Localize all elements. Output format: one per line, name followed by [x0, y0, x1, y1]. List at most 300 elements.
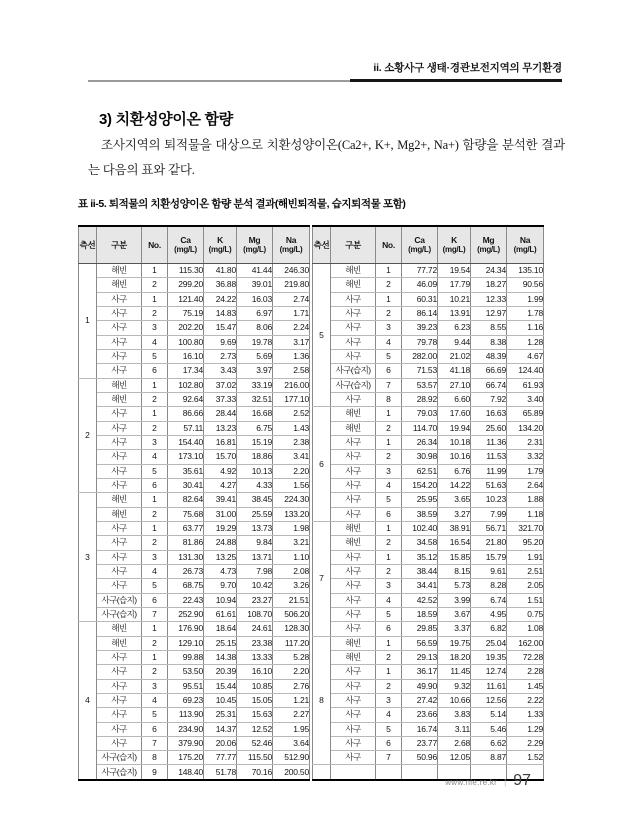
line-cell: 5: [313, 264, 331, 407]
value-cell: 14.22: [438, 478, 471, 492]
no-cell: 3: [376, 579, 402, 593]
table-row: [313, 321, 544, 335]
cation-table-1: [312, 225, 544, 781]
value-cell: 38.45: [237, 493, 273, 507]
value-cell: 66.69: [471, 364, 507, 378]
value-cell: 8.06: [237, 321, 273, 335]
value-cell: 41.80: [204, 264, 237, 278]
value-cell: 2.24: [273, 321, 310, 335]
value-cell: 2.68: [438, 736, 471, 750]
table-row: [79, 292, 310, 306]
table-row: [79, 679, 310, 693]
cation-table-0: [78, 225, 310, 781]
col-header-ca: [402, 226, 438, 264]
value-cell: 16.10: [168, 349, 204, 363]
gubun-cell: 사구: [331, 579, 376, 593]
table-row: [313, 550, 544, 564]
no-cell: 2: [142, 278, 168, 292]
value-cell: 16.68: [237, 407, 273, 421]
value-cell: 2.51: [507, 564, 544, 578]
value-cell: 24.88: [204, 536, 237, 550]
value-cell: 3.17: [273, 335, 310, 349]
value-cell: 1.10: [273, 550, 310, 564]
gubun-cell: 사구(습지): [97, 593, 142, 607]
value-cell: 9.84: [237, 536, 273, 550]
gubun-cell: 사구: [97, 693, 142, 707]
table-row: [79, 306, 310, 320]
gubun-cell: 해빈: [331, 278, 376, 292]
gubun-cell: 사구: [97, 579, 142, 593]
table-row: [313, 593, 544, 607]
value-cell: 3.32: [507, 450, 544, 464]
gubun-cell: 사구: [331, 693, 376, 707]
table-row: [79, 478, 310, 492]
value-cell: 7.99: [471, 507, 507, 521]
footer-site-url: www.nie.re.kr: [445, 778, 498, 787]
value-cell: 5.28: [273, 650, 310, 664]
value-cell: 24.34: [471, 264, 507, 278]
table-row: [79, 736, 310, 750]
value-cell: 102.40: [402, 521, 438, 535]
value-cell: 202.20: [168, 321, 204, 335]
value-cell: 2.38: [273, 435, 310, 449]
table-row: [79, 349, 310, 363]
line-cell: 1: [79, 264, 97, 379]
no-cell: 5: [142, 579, 168, 593]
value-cell: 12.52: [237, 722, 273, 736]
col-header-gubun: 구분: [331, 226, 376, 264]
table-row: [79, 564, 310, 578]
value-cell: 62.51: [402, 464, 438, 478]
no-cell: 4: [142, 335, 168, 349]
table-row: [79, 550, 310, 564]
table-row: [313, 435, 544, 449]
value-cell: 9.70: [204, 579, 237, 593]
no-cell: 5: [376, 607, 402, 621]
no-cell: 4: [142, 564, 168, 578]
no-cell: 4: [142, 450, 168, 464]
table-row: [79, 450, 310, 464]
value-cell: 14.37: [204, 722, 237, 736]
value-cell: 321.70: [507, 521, 544, 535]
no-cell: 1: [142, 292, 168, 306]
no-cell: 1: [142, 378, 168, 392]
value-cell: 134.20: [507, 421, 544, 435]
header-row: [79, 226, 310, 264]
value-cell: 17.79: [438, 278, 471, 292]
value-cell: 108.70: [237, 607, 273, 621]
value-cell: 6.23: [438, 321, 471, 335]
value-cell: 39.23: [402, 321, 438, 335]
table-row: [79, 407, 310, 421]
line-cell: 2: [79, 378, 97, 493]
value-cell: 15.05: [237, 693, 273, 707]
no-cell: 1: [376, 636, 402, 650]
no-cell: 6: [142, 722, 168, 736]
value-cell: 16.54: [438, 536, 471, 550]
table-row: [79, 607, 310, 621]
table-body: [79, 264, 310, 780]
value-cell: 75.19: [168, 306, 204, 320]
value-cell: 4.95: [471, 607, 507, 621]
no-cell: 7: [376, 378, 402, 392]
value-cell: 131.30: [168, 550, 204, 564]
table-row: [313, 722, 544, 736]
no-cell: 3: [376, 693, 402, 707]
value-cell: 13.91: [438, 306, 471, 320]
value-cell: 5.46: [471, 722, 507, 736]
value-cell: 135.10: [507, 264, 544, 278]
value-cell: 6.60: [438, 392, 471, 406]
no-cell: 1: [142, 622, 168, 636]
ion-name: Mg: [482, 234, 495, 245]
value-cell: 10.21: [438, 292, 471, 306]
col-header-no: No.: [142, 226, 168, 264]
value-cell: 41.18: [438, 364, 471, 378]
value-cell: 13.23: [204, 421, 237, 435]
gubun-cell: 사구: [97, 407, 142, 421]
header-row: [313, 226, 544, 264]
header-rule-light-segment: [88, 80, 350, 82]
table-row: [79, 364, 310, 378]
value-cell: 60.31: [402, 292, 438, 306]
value-cell: 16.03: [237, 292, 273, 306]
col-header-na: [507, 226, 544, 264]
gubun-cell: 해빈: [97, 507, 142, 521]
value-cell: 1.29: [507, 722, 544, 736]
value-cell: 17.60: [438, 407, 471, 421]
no-cell: 3: [376, 321, 402, 335]
value-cell: 117.20: [273, 636, 310, 650]
no-cell: 6: [142, 364, 168, 378]
ion-unit: (mg/L): [513, 245, 537, 255]
gubun-cell: 사구: [97, 650, 142, 664]
value-cell: 23.27: [237, 593, 273, 607]
gubun-cell: 해빈: [331, 521, 376, 535]
gubun-cell: 사구: [97, 536, 142, 550]
value-cell: 3.37: [438, 622, 471, 636]
no-cell: 6: [376, 507, 402, 521]
value-cell: 35.12: [402, 550, 438, 564]
table-row: [313, 478, 544, 492]
table-row: [79, 421, 310, 435]
table-row: [79, 264, 310, 278]
gubun-cell: 해빈: [97, 392, 142, 406]
value-cell: 5.69: [237, 349, 273, 363]
value-cell: 1.56: [273, 478, 310, 492]
table-row: [313, 665, 544, 679]
value-cell: 6.74: [471, 593, 507, 607]
col-header-na: [273, 226, 310, 264]
no-cell: 1: [376, 435, 402, 449]
value-cell: 1.91: [507, 550, 544, 564]
gubun-cell: 해빈: [331, 650, 376, 664]
no-cell: 7: [142, 607, 168, 621]
value-cell: 8.87: [471, 751, 507, 765]
cation-tables: [78, 225, 542, 781]
no-cell: 3: [142, 435, 168, 449]
value-cell: 3.26: [273, 579, 310, 593]
line-cell: 8: [313, 636, 331, 765]
value-cell: 2.05: [507, 579, 544, 593]
value-cell: 11.45: [438, 665, 471, 679]
no-cell: 1: [376, 521, 402, 535]
value-cell: 75.68: [168, 507, 204, 521]
value-cell: 15.85: [438, 550, 471, 564]
value-cell: 38.91: [438, 521, 471, 535]
value-cell: 46.09: [402, 278, 438, 292]
no-cell: 2: [142, 306, 168, 320]
value-cell: 32.51: [237, 392, 273, 406]
table-row: [313, 378, 544, 392]
value-cell: 30.41: [168, 478, 204, 492]
no-cell: [376, 765, 402, 780]
value-cell: 28.92: [402, 392, 438, 406]
value-cell: 39.01: [237, 278, 273, 292]
table-row: [313, 306, 544, 320]
value-cell: 15.63: [237, 708, 273, 722]
value-cell: 42.52: [402, 593, 438, 607]
gubun-cell: 사구: [331, 622, 376, 636]
no-cell: 5: [142, 349, 168, 363]
gubun-cell: 사구: [331, 564, 376, 578]
gubun-cell: 사구: [97, 736, 142, 750]
no-cell: 5: [376, 349, 402, 363]
value-cell: 10.13: [237, 464, 273, 478]
no-cell: 2: [376, 450, 402, 464]
table-row: [313, 536, 544, 550]
value-cell: 34.41: [402, 579, 438, 593]
value-cell: 1.88: [507, 493, 544, 507]
no-cell: 2: [142, 536, 168, 550]
no-cell: 1: [142, 264, 168, 278]
value-cell: 1.98: [273, 521, 310, 535]
value-cell: 1.52: [507, 751, 544, 765]
gubun-cell: 사구(습지): [331, 364, 376, 378]
value-cell: 70.16: [237, 765, 273, 780]
value-cell: 19.75: [438, 636, 471, 650]
value-cell: 11.53: [471, 450, 507, 464]
table-row: [79, 765, 310, 780]
value-cell: 15.79: [471, 550, 507, 564]
value-cell: 18.64: [204, 622, 237, 636]
value-cell: 2.20: [273, 464, 310, 478]
gubun-cell: 사구: [97, 550, 142, 564]
col-header-gubun: 구분: [97, 226, 142, 264]
no-cell: 4: [376, 478, 402, 492]
gubun-cell: [331, 765, 376, 780]
value-cell: 13.71: [237, 550, 273, 564]
gubun-cell: 사구: [97, 321, 142, 335]
value-cell: 36.17: [402, 665, 438, 679]
table-row: [313, 407, 544, 421]
value-cell: 1.45: [507, 679, 544, 693]
ion-unit: (mg/L): [279, 245, 303, 255]
value-cell: 10.42: [237, 579, 273, 593]
value-cell: 4.27: [204, 478, 237, 492]
ion-unit: (mg/L): [408, 245, 431, 255]
table-row: [79, 708, 310, 722]
value-cell: 4.33: [237, 478, 273, 492]
value-cell: 6.82: [471, 622, 507, 636]
value-cell: 18.20: [438, 650, 471, 664]
value-cell: 224.30: [273, 493, 310, 507]
gubun-cell: 사구: [97, 564, 142, 578]
value-cell: 82.64: [168, 493, 204, 507]
value-cell: 115.30: [168, 264, 204, 278]
col-header-line: 측선: [79, 226, 97, 264]
value-cell: 18.59: [402, 607, 438, 621]
no-cell: 4: [376, 335, 402, 349]
table-header: [313, 226, 544, 264]
value-cell: 66.74: [471, 378, 507, 392]
value-cell: 216.00: [273, 378, 310, 392]
gubun-cell: 사구: [97, 679, 142, 693]
no-cell: 2: [376, 650, 402, 664]
value-cell: 51.78: [204, 765, 237, 780]
value-cell: 1.43: [273, 421, 310, 435]
value-cell: 6.62: [471, 736, 507, 750]
value-cell: 10.45: [204, 693, 237, 707]
table-row: [313, 450, 544, 464]
value-cell: 2.31: [507, 435, 544, 449]
gubun-cell: 해빈: [331, 421, 376, 435]
no-cell: 1: [376, 550, 402, 564]
gubun-cell: 해빈: [97, 636, 142, 650]
value-cell: 1.51: [507, 593, 544, 607]
value-cell: 65.89: [507, 407, 544, 421]
table-row: [79, 507, 310, 521]
value-cell: 1.95: [273, 722, 310, 736]
value-cell: 35.61: [168, 464, 204, 478]
header-rule-dark-segment: [350, 79, 562, 83]
gubun-cell: 사구: [97, 421, 142, 435]
no-cell: 2: [376, 679, 402, 693]
table-row: [313, 622, 544, 636]
line-cell: 4: [79, 622, 97, 780]
value-cell: 154.20: [402, 478, 438, 492]
gubun-cell: 사구: [331, 722, 376, 736]
value-cell: 1.99: [507, 292, 544, 306]
value-cell: 4.67: [507, 349, 544, 363]
value-cell: 26.73: [168, 564, 204, 578]
value-cell: 57.11: [168, 421, 204, 435]
value-cell: 8.28: [471, 579, 507, 593]
body-paragraph: 조사지역의 퇴적물을 대상으로 치환성양이온(Ca2+, K+, Mg2+, Na+) 함량을 분석한 결과는 다음의 표와 같다.: [88, 138, 565, 177]
gubun-cell: 해빈: [331, 264, 376, 278]
table-row: [313, 464, 544, 478]
gubun-cell: 사구: [331, 450, 376, 464]
gubun-cell: 해빈: [331, 636, 376, 650]
value-cell: 25.95: [402, 493, 438, 507]
gubun-cell: 사구: [97, 464, 142, 478]
table-row: [79, 435, 310, 449]
no-cell: 2: [142, 507, 168, 521]
no-cell: 4: [376, 708, 402, 722]
value-cell: 30.98: [402, 450, 438, 464]
no-cell: 2: [142, 636, 168, 650]
value-cell: 16.10: [237, 665, 273, 679]
value-cell: 506.20: [273, 607, 310, 621]
value-cell: 86.66: [168, 407, 204, 421]
value-cell: 114.70: [402, 421, 438, 435]
gubun-cell: 사구: [97, 349, 142, 363]
no-cell: 1: [376, 292, 402, 306]
value-cell: 15.44: [204, 679, 237, 693]
no-cell: 3: [142, 550, 168, 564]
no-cell: 8: [376, 392, 402, 406]
gubun-cell: 해빈: [97, 264, 142, 278]
gubun-cell: 사구: [331, 493, 376, 507]
value-cell: 2.76: [273, 679, 310, 693]
value-cell: 41.44: [237, 264, 273, 278]
col-header-mg: [471, 226, 507, 264]
table-row: [313, 264, 544, 278]
table-row: [79, 650, 310, 664]
value-cell: 124.40: [507, 364, 544, 378]
gubun-cell: 사구: [331, 292, 376, 306]
gubun-cell: 사구: [331, 679, 376, 693]
no-cell: 1: [376, 407, 402, 421]
value-cell: 25.04: [471, 636, 507, 650]
value-cell: 1.36: [273, 349, 310, 363]
value-cell: 10.18: [438, 435, 471, 449]
table-row: [313, 693, 544, 707]
col-header-line: 측선: [313, 226, 331, 264]
value-cell: 3.43: [204, 364, 237, 378]
value-cell: 154.40: [168, 435, 204, 449]
value-cell: 79.78: [402, 335, 438, 349]
table-body: [313, 264, 544, 780]
value-cell: 5.14: [471, 708, 507, 722]
value-cell: 3.41: [273, 450, 310, 464]
no-cell: 1: [142, 407, 168, 421]
table-row: [79, 521, 310, 535]
value-cell: 15.19: [237, 435, 273, 449]
value-cell: 3.97: [237, 364, 273, 378]
value-cell: 37.02: [204, 378, 237, 392]
value-cell: 92.64: [168, 392, 204, 406]
gubun-cell: 해빈: [97, 622, 142, 636]
value-cell: 148.40: [168, 765, 204, 780]
value-cell: 2.22: [507, 693, 544, 707]
value-cell: 48.39: [471, 349, 507, 363]
value-cell: 177.10: [273, 392, 310, 406]
gubun-cell: 해빈: [331, 407, 376, 421]
value-cell: 9.44: [438, 335, 471, 349]
value-cell: 162.00: [507, 636, 544, 650]
value-cell: 23.77: [402, 736, 438, 750]
table-row: [79, 693, 310, 707]
no-cell: 9: [142, 765, 168, 780]
no-cell: 6: [376, 364, 402, 378]
value-cell: 3.27: [438, 507, 471, 521]
value-cell: 9.61: [471, 564, 507, 578]
col-header-ca: [168, 226, 204, 264]
gubun-cell: 사구: [331, 736, 376, 750]
gubun-cell: 사구: [331, 321, 376, 335]
value-cell: 24.22: [204, 292, 237, 306]
table-caption: 표 ii-5. 퇴적물의 치환성양이온 함량 분석 결과(해빈퇴적물, 습지퇴적물 포함): [78, 198, 406, 210]
value-cell: 51.63: [471, 478, 507, 492]
table-row: [313, 579, 544, 593]
value-cell: 69.23: [168, 693, 204, 707]
value-cell: 20.06: [204, 736, 237, 750]
value-cell: 246.30: [273, 264, 310, 278]
no-cell: 2: [376, 536, 402, 550]
no-cell: 6: [142, 478, 168, 492]
value-cell: 77.77: [204, 751, 237, 765]
